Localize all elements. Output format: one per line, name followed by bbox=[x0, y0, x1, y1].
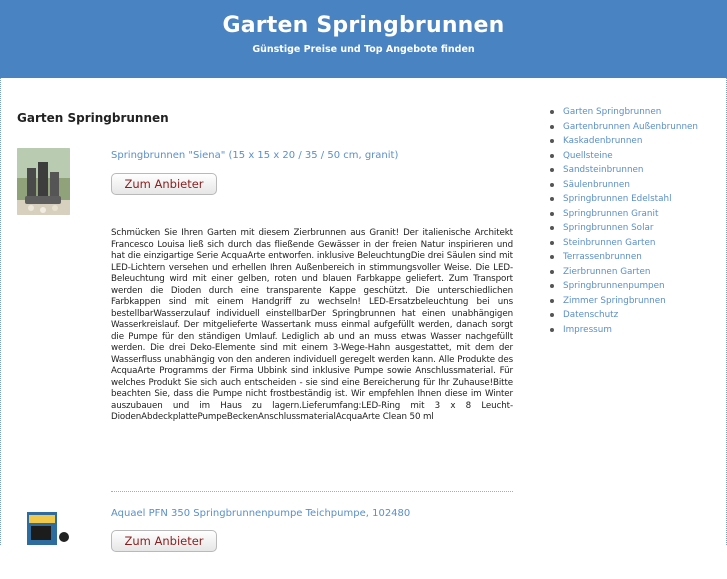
sidebar-item[interactable]: Datenschutz bbox=[548, 308, 723, 323]
zum-anbieter-button[interactable]: Zum Anbieter bbox=[111, 173, 217, 195]
content-border-left bbox=[0, 78, 1, 545]
product-thumbnail-fountain[interactable] bbox=[17, 148, 70, 215]
sidebar-item[interactable]: Springbrunnen Edelstahl bbox=[548, 192, 723, 207]
sidebar-item[interactable]: Kaskadenbrunnen bbox=[548, 134, 723, 149]
sidebar-item[interactable]: Garten Springbrunnen bbox=[548, 105, 723, 120]
site-header bbox=[0, 0, 727, 78]
zum-anbieter-button[interactable]: Zum Anbieter bbox=[111, 530, 217, 552]
product-link[interactable]: Aquael PFN 350 Springbrunnenpumpe Teichpumpe, 102480 bbox=[111, 508, 411, 519]
sidebar-item[interactable]: Springbrunnen Solar bbox=[548, 221, 723, 236]
sidebar-item[interactable]: Springbrunnen Granit bbox=[548, 207, 723, 222]
pump-image bbox=[17, 512, 70, 545]
page-title: Garten Springbrunnen bbox=[17, 111, 169, 125]
sidebar-item[interactable]: Sandsteinbrunnen bbox=[548, 163, 723, 178]
sidebar-item[interactable]: Zierbrunnen Garten bbox=[548, 265, 723, 280]
sidebar-nav bbox=[548, 105, 723, 337]
product-thumbnail-pump[interactable] bbox=[17, 512, 70, 579]
product-divider bbox=[111, 491, 513, 492]
product-link[interactable]: Springbrunnen "Siena" (15 x 15 x 20 / 35 / 50 cm, granit) bbox=[111, 150, 399, 161]
sidebar-item[interactable]: Zimmer Springbrunnen bbox=[548, 294, 723, 309]
sidebar-item[interactable]: Quellsteine bbox=[548, 149, 723, 164]
sidebar-item[interactable]: Impressum bbox=[548, 323, 723, 338]
fountain-image bbox=[17, 148, 70, 215]
sidebar-item[interactable]: Terrassenbrunnen bbox=[548, 250, 723, 265]
sidebar-item[interactable]: Gartenbrunnen Außenbrunnen bbox=[548, 120, 723, 135]
sidebar-item[interactable]: Steinbrunnen Garten bbox=[548, 236, 723, 251]
site-subtitle: Günstige Preise und Top Angebote finden bbox=[252, 44, 475, 55]
site-title[interactable]: Garten Springbrunnen bbox=[222, 13, 505, 38]
sidebar-item[interactable]: Säulenbrunnen bbox=[548, 178, 723, 193]
sidebar-item[interactable]: Springbrunnenpumpen bbox=[548, 279, 723, 294]
product-description: Schmücken Sie Ihren Garten mit diesem Zierbrunnen aus Granit! Der italienische Architekt Francesco Louisa ließ sich durch das fließende Gewässer in der freien Natur inspirieren und hat die einzigartige Serie AcquaArte entworfen. inklusive BeleuchtungDie drei Säulen sind mit LED-Lichtern versehen und erhellen Ihren Außenbereich in stimmungsvoller Weise. Die LED-Beleuchtung wird mit einer gelben, roten und blauen Farbkappe geliefert. Zum Transport werden die Dioden durch eine transparente Kappe geschützt. Die unterschiedlichen Farbkappen sind mit einem Handgriff zu wechseln! LED-Ersatzbeleuchtung bei uns bestellbarWasserzulauf individuell einstellbarDer Springbrunnen hat einen unabhängigen Wasserkreislauf. Der mitgelieferte Wassertank muss einmal aufgefüllt werden, danach sorgt die Pumpe für den ständigen Umlauf. Lediglich ab und an muss etwas Wasser nachgefüllt werden. Die drei Deko-Elemente sind mit einem 3-Wege-Hahn ausgestattet, mit dem der Wasserfluss unabhängig von den anderen individuell geregelt werden kann. Alle Produkte des AcquaArte Programms der Firma Ubbink sind inklusive Pumpe sowie Anschlussmaterial. Für welches Produkt Sie sich auch entscheiden - sie sind eine Bereicherung für Ihr Zuhause!Bitte beachten Sie, dass die Pumpe nicht frostbeständig ist. Wir empfehlen Ihnen diese im Winter auszubauen und im Haus zu lagern.Lieferumfang:LED-Ring mit 3 x 8 Leucht-DiodenAbdeckplattePumpeBeckenAnschlussmaterialAcquaArte Clean 50 ml bbox=[111, 228, 513, 422]
